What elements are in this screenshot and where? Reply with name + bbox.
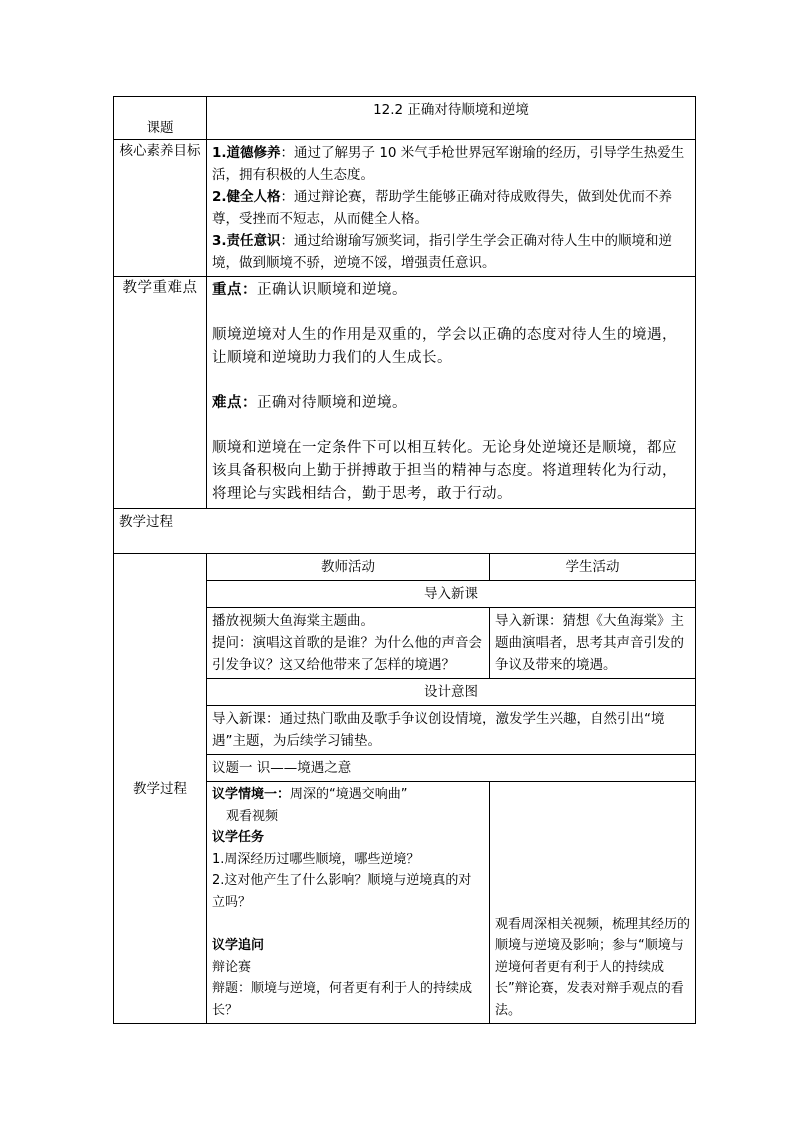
literacy-label: 核心素养目标: [114, 140, 207, 277]
focus-head: 重点：: [212, 282, 257, 298]
focus-detail: 顺境逆境对人生的作用是双重的，学会以正确的态度对待人生的境遇，让顺境和逆境助力我们的人生成长。: [212, 327, 677, 366]
student-column-header: 学生活动: [490, 554, 696, 581]
task-2: 2.这对他产生了什么影响？顺境与逆境真的对立吗？: [212, 873, 472, 910]
key-points-label: 教学重难点: [114, 277, 207, 509]
followup-head: 议学追问: [212, 938, 265, 953]
process-header: 教学过程: [114, 509, 696, 554]
focus-text: 正确认识顺境和逆境。: [257, 282, 407, 298]
design-title: 设计意图: [207, 679, 696, 706]
intro-teacher-activity: [207, 608, 490, 679]
literacy-item-2: [212, 186, 690, 230]
debate-topic: 辩题：顺境与逆境，何者更有利于人的持续成长？: [212, 981, 473, 1018]
watch-video: 观看视频: [226, 808, 279, 824]
debate-label: 辩论赛: [212, 959, 252, 975]
key-points-content: [207, 277, 696, 509]
literacy-item-3: [212, 230, 690, 274]
topic1-teacher-activity: [207, 782, 490, 1024]
scene-line: [212, 784, 484, 806]
intro-teacher-line-1: 播放视频大鱼海棠主题曲。: [212, 613, 374, 629]
intro-title: 导入新课: [207, 581, 696, 608]
scene-text: 周深的“境遇交响曲”: [290, 787, 408, 802]
title-label: 课题: [114, 97, 207, 140]
literacy-item-3-head: 3.责任意识: [212, 233, 281, 249]
key-points-row: [114, 277, 696, 509]
difficulty-line: [212, 392, 690, 415]
process-header-row: [114, 509, 696, 554]
teacher-column-header: 教师活动: [207, 554, 490, 581]
lesson-plan-document: [113, 96, 695, 1024]
scene-head: 议学情境一：: [212, 787, 291, 802]
design-text: 导入新课：通过热门歌曲及歌手争议创设情境，激发学生兴趣，自然引出“境遇”主题，为后续学习铺垫。: [207, 706, 696, 755]
process-columns-row: [114, 554, 696, 581]
process-label: 教学过程: [114, 554, 207, 1024]
literacy-item-2-text: ：通过辩论赛，帮助学生能够正确对待成败得失，做到处优而不养尊，受挫而不短志，从而健全人格。: [212, 189, 673, 227]
difficulty-detail: 顺境和逆境在一定条件下可以相互转化。无论身处逆境还是顺境，都应该具备积极向上勤于拼搏敢于担当的精神与态度。将道理转化为行动，将理论与实践相结合，勤于思考，敢于行动。: [212, 440, 677, 502]
literacy-content: [207, 140, 696, 277]
intro-student-activity: 导入新课：猜想《大鱼海棠》主题曲演唱者，思考其声音引发的争议及带来的境遇。: [490, 608, 696, 679]
title-row: [114, 97, 696, 140]
task-1: 1.周深经历过哪些顺境，哪些逆境？: [212, 851, 420, 867]
task-head: 议学任务: [212, 830, 265, 845]
literacy-item-3-text: ：通过给谢瑜写颁奖词，指引学生学会正确对待人生中的顺境和逆境，做到顺境不骄，逆境不馁，增强责任意识。: [212, 233, 673, 271]
lesson-title: 12.2 正确对待顺境和逆境: [207, 97, 696, 140]
focus-line: [212, 279, 690, 302]
literacy-item-1-head: 1.道德修养: [212, 145, 281, 161]
difficulty-head: 难点：: [212, 395, 257, 411]
topic1-student-activity: 观看周深相关视频，梳理其经历的顺境与逆境及影响；参与“顺境与逆境何者更有利于人的持续成长”辩论赛，发表对辩手观点的看法。: [490, 782, 696, 1024]
intro-teacher-line-2: 提问：演唱这首歌的是谁？为什么他的声音会引发争议？这又给他带来了怎样的境遇？: [212, 635, 482, 673]
difficulty-text: 正确对待顺境和逆境。: [257, 395, 407, 411]
lesson-plan-table: [113, 96, 696, 1024]
literacy-item-2-head: 2.健全人格: [212, 189, 281, 205]
topic1-title: 议题一 识——境遇之意: [207, 755, 696, 782]
literacy-row: [114, 140, 696, 277]
literacy-item-1-text: ：通过了解男子 10 米气手枪世界冠军谢瑜的经历，引导学生热爱生活，拥有积极的人生态度。: [212, 145, 685, 183]
literacy-item-1: [212, 142, 690, 186]
